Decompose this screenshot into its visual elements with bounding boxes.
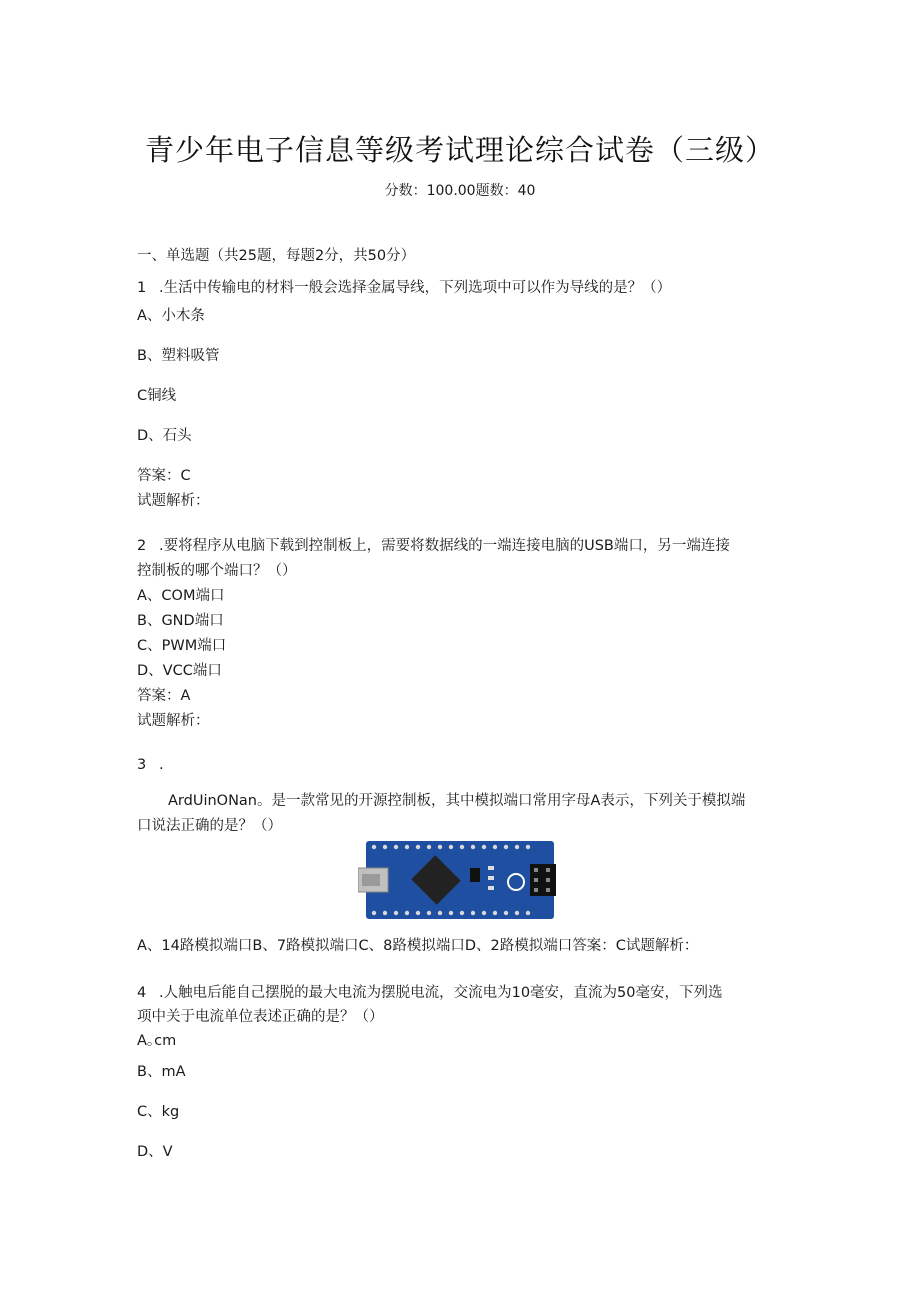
option-c: C、PWM端口 [137, 638, 227, 654]
question-stem-line2: 项中关于电流单位表述正确的是？（） [137, 1009, 384, 1025]
option-a: A、小木条 [137, 308, 205, 324]
question-stem-line1: .人触电后能自己摆脱的最大电流为摆脱电流，交流电为10毫安，直流为50毫安，下列选 [159, 985, 723, 1001]
question-stem: .生活中传输电的材料一般会选择金属导线，下列选项中可以作为导线的是？（） [159, 280, 672, 296]
question-stem-line2: 口说法正确的是？（） [137, 818, 282, 834]
option-d: D、V [137, 1144, 173, 1160]
question-3-options-answer: A、14路模拟端口B、7路模拟端口C、8路模拟端口D、2路模拟端口答案：C试题解析： [137, 938, 699, 954]
arduino-nano-image [358, 836, 560, 924]
analysis: 试题解析： [137, 493, 210, 509]
option-b: B、GND端口 [137, 613, 224, 629]
option-c: C铜线 [137, 388, 177, 404]
question-3 [137, 757, 164, 773]
option-b: B、塑料吸管 [137, 348, 220, 364]
question-number: 1 [137, 280, 147, 296]
analysis: 试题解析： [137, 713, 210, 729]
answer: 答案：C [137, 468, 191, 484]
option-d: D、VCC端口 [137, 663, 222, 679]
question-stem-line1: .要将程序从电脑下载到控制板上，需要将数据线的一端连接电脑的USB端口，另一端连接 [159, 538, 730, 554]
question-1 [137, 276, 671, 297]
question-prefix: . [159, 757, 164, 773]
question-stem-line2: 控制板的哪个端口？（） [137, 563, 297, 579]
option-b: B、mA [137, 1064, 186, 1080]
question-2 [137, 534, 730, 555]
option-d: D、石头 [137, 428, 192, 444]
question-4 [137, 981, 723, 1002]
option-c: C、kg [137, 1104, 180, 1120]
page-title: 青少年电子信息等级考试理论综合试卷（三级） [144, 133, 775, 167]
question-number: 4 [137, 985, 147, 1001]
question-number: 3 [137, 757, 147, 773]
answer: 答案：A [137, 688, 191, 704]
question-stem-line1: ArdUinONan。是一款常见的开源控制板，其中模拟端口常用字母A表示，下列关于模拟端 [168, 793, 746, 809]
section-heading: 一、单选题（共25题，每题2分，共50分） [137, 248, 416, 264]
question-number: 2 [137, 538, 147, 554]
score-info: 分数：100.00题数：40 [384, 183, 536, 199]
option-a: A、COM端口 [137, 588, 225, 604]
option-a: A｡cm [137, 1033, 177, 1049]
